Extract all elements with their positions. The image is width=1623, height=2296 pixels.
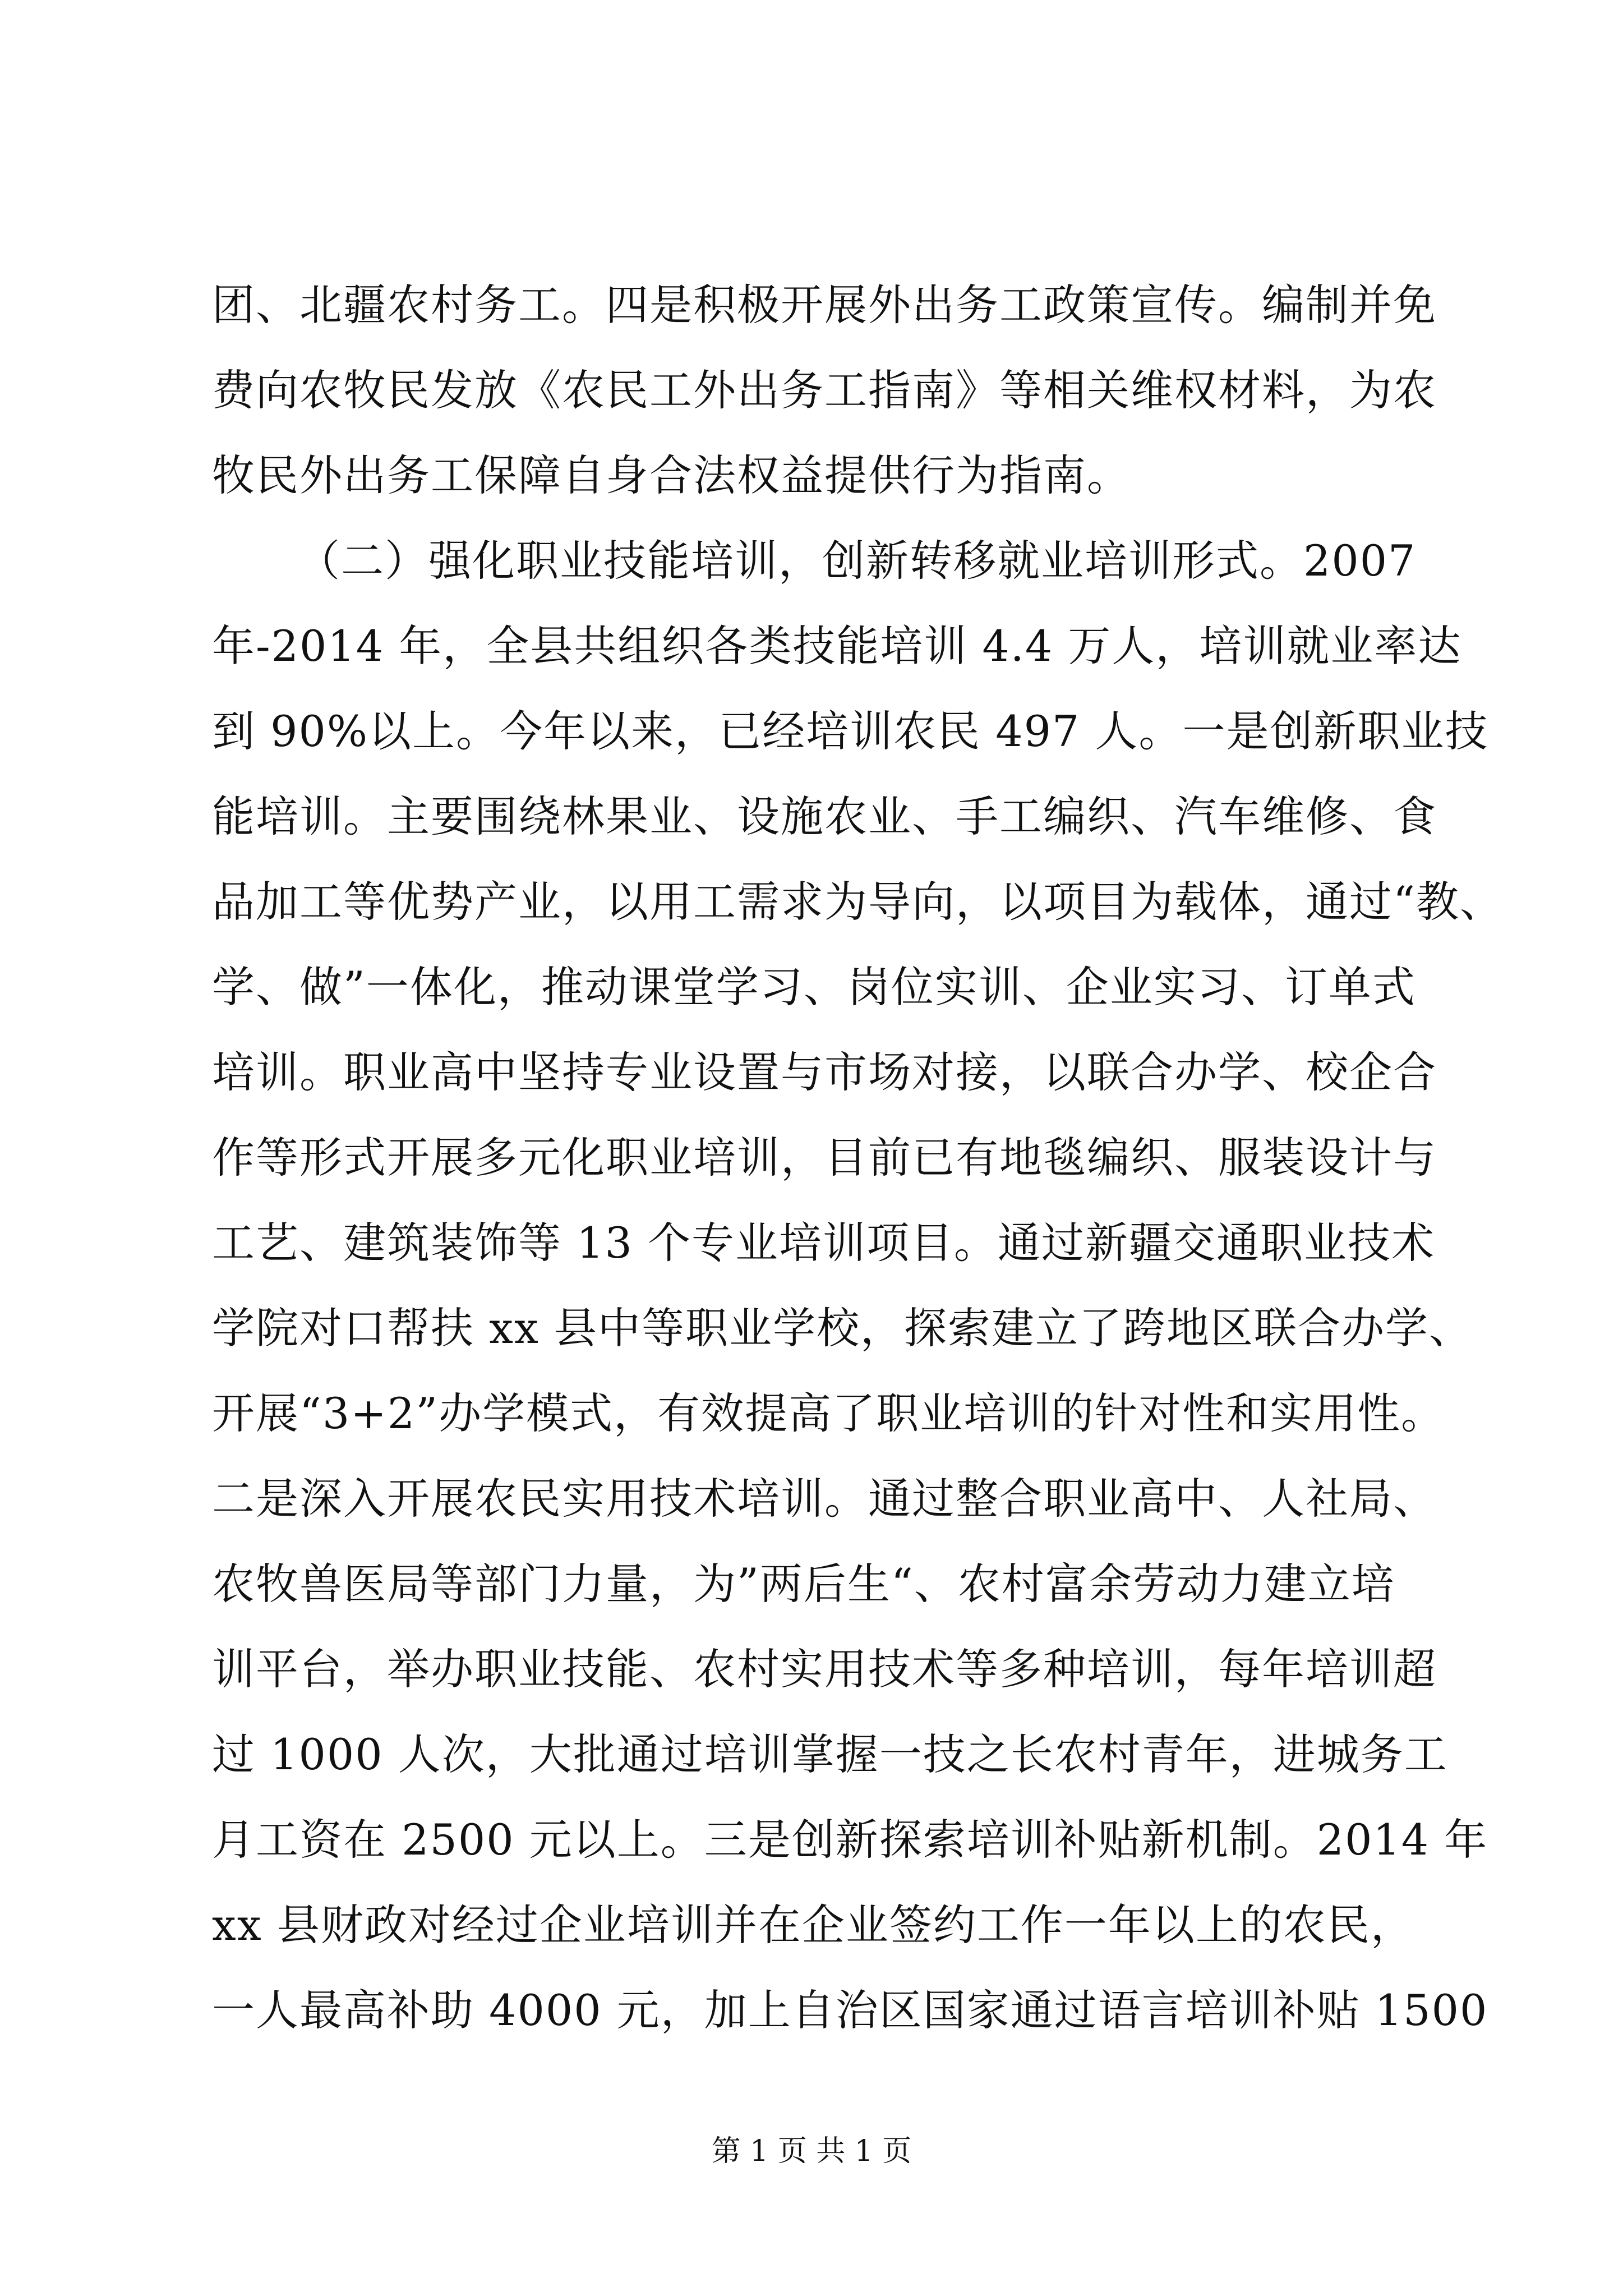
text-line: 培训。职业高中坚持专业设置与市场对接，以联合办学、校企合 [212, 1047, 1437, 1097]
paragraph-heading-line: （二）强化职业技能培训，创新转移就业培训形式。2007 [297, 536, 1417, 586]
text-line: 费向农牧民发放《农民工外出务工指南》等相关维权材料，为农 [212, 365, 1437, 415]
text-line: 到 90%以上。今年以来，已经培训农民 497 人。一是创新职业技 [212, 706, 1489, 756]
page-number-footer: 第 1 页 共 1 页 [711, 2134, 912, 2168]
text-line: 学、做”一体化，推动课堂学习、岗位实训、企业实习、订单式 [212, 962, 1416, 1012]
text-line: 团、北疆农村务工。四是积极开展外出务工政策宣传。编制并免 [212, 280, 1437, 330]
text-line: 农牧兽医局等部门力量，为”两后生“、农村富余劳动力建立培 [212, 1559, 1395, 1609]
body-text [212, 263, 1504, 2053]
text-line: 训平台，举办职业技能、农村实用技术等多种培训，每年培训超 [212, 1644, 1437, 1694]
text-line: 月工资在 2500 元以上。三是创新探索培训补贴新机制。2014 年 [212, 1815, 1488, 1865]
text-line: 品加工等优势产业，以用工需求为导向，以项目为载体，通过“教、 [212, 877, 1504, 927]
text-line: 能培训。主要围绕林果业、设施农业、手工编织、汽车维修、食 [212, 792, 1437, 841]
text-line: 二是深入开展农民实用技术培训。通过整合职业高中、人社局、 [212, 1474, 1437, 1524]
text-line: 作等形式开展多元化职业培训，目前已有地毯编织、服装设计与 [212, 1133, 1437, 1182]
text-line: 一人最高补助 4000 元，加上自治区国家通过语言培训补贴 1500 [212, 1985, 1488, 2035]
text-line: 年-2014 年，全县共组织各类技能培训 4.4 万人，培训就业率达 [212, 621, 1462, 671]
text-line: xx 县财政对经过企业培训并在企业签约工作一年以上的农民， [212, 1900, 1414, 1950]
text-line: 开展“3+2”办学模式，有效提高了职业培训的针对性和实用性。 [212, 1388, 1445, 1438]
text-line: 工艺、建筑装饰等 13 个专业培训项目。通过新疆交通职业技术 [212, 1218, 1436, 1268]
text-line: 过 1000 人次，大批通过培训掌握一技之长农村青年，进城务工 [212, 1729, 1448, 1779]
text-line: 学院对口帮扶 xx 县中等职业学校，探索建立了跨地区联合办学、 [212, 1303, 1473, 1353]
text-line: 牧民外出务工保障自身合法权益提供行为指南。 [212, 450, 1131, 500]
